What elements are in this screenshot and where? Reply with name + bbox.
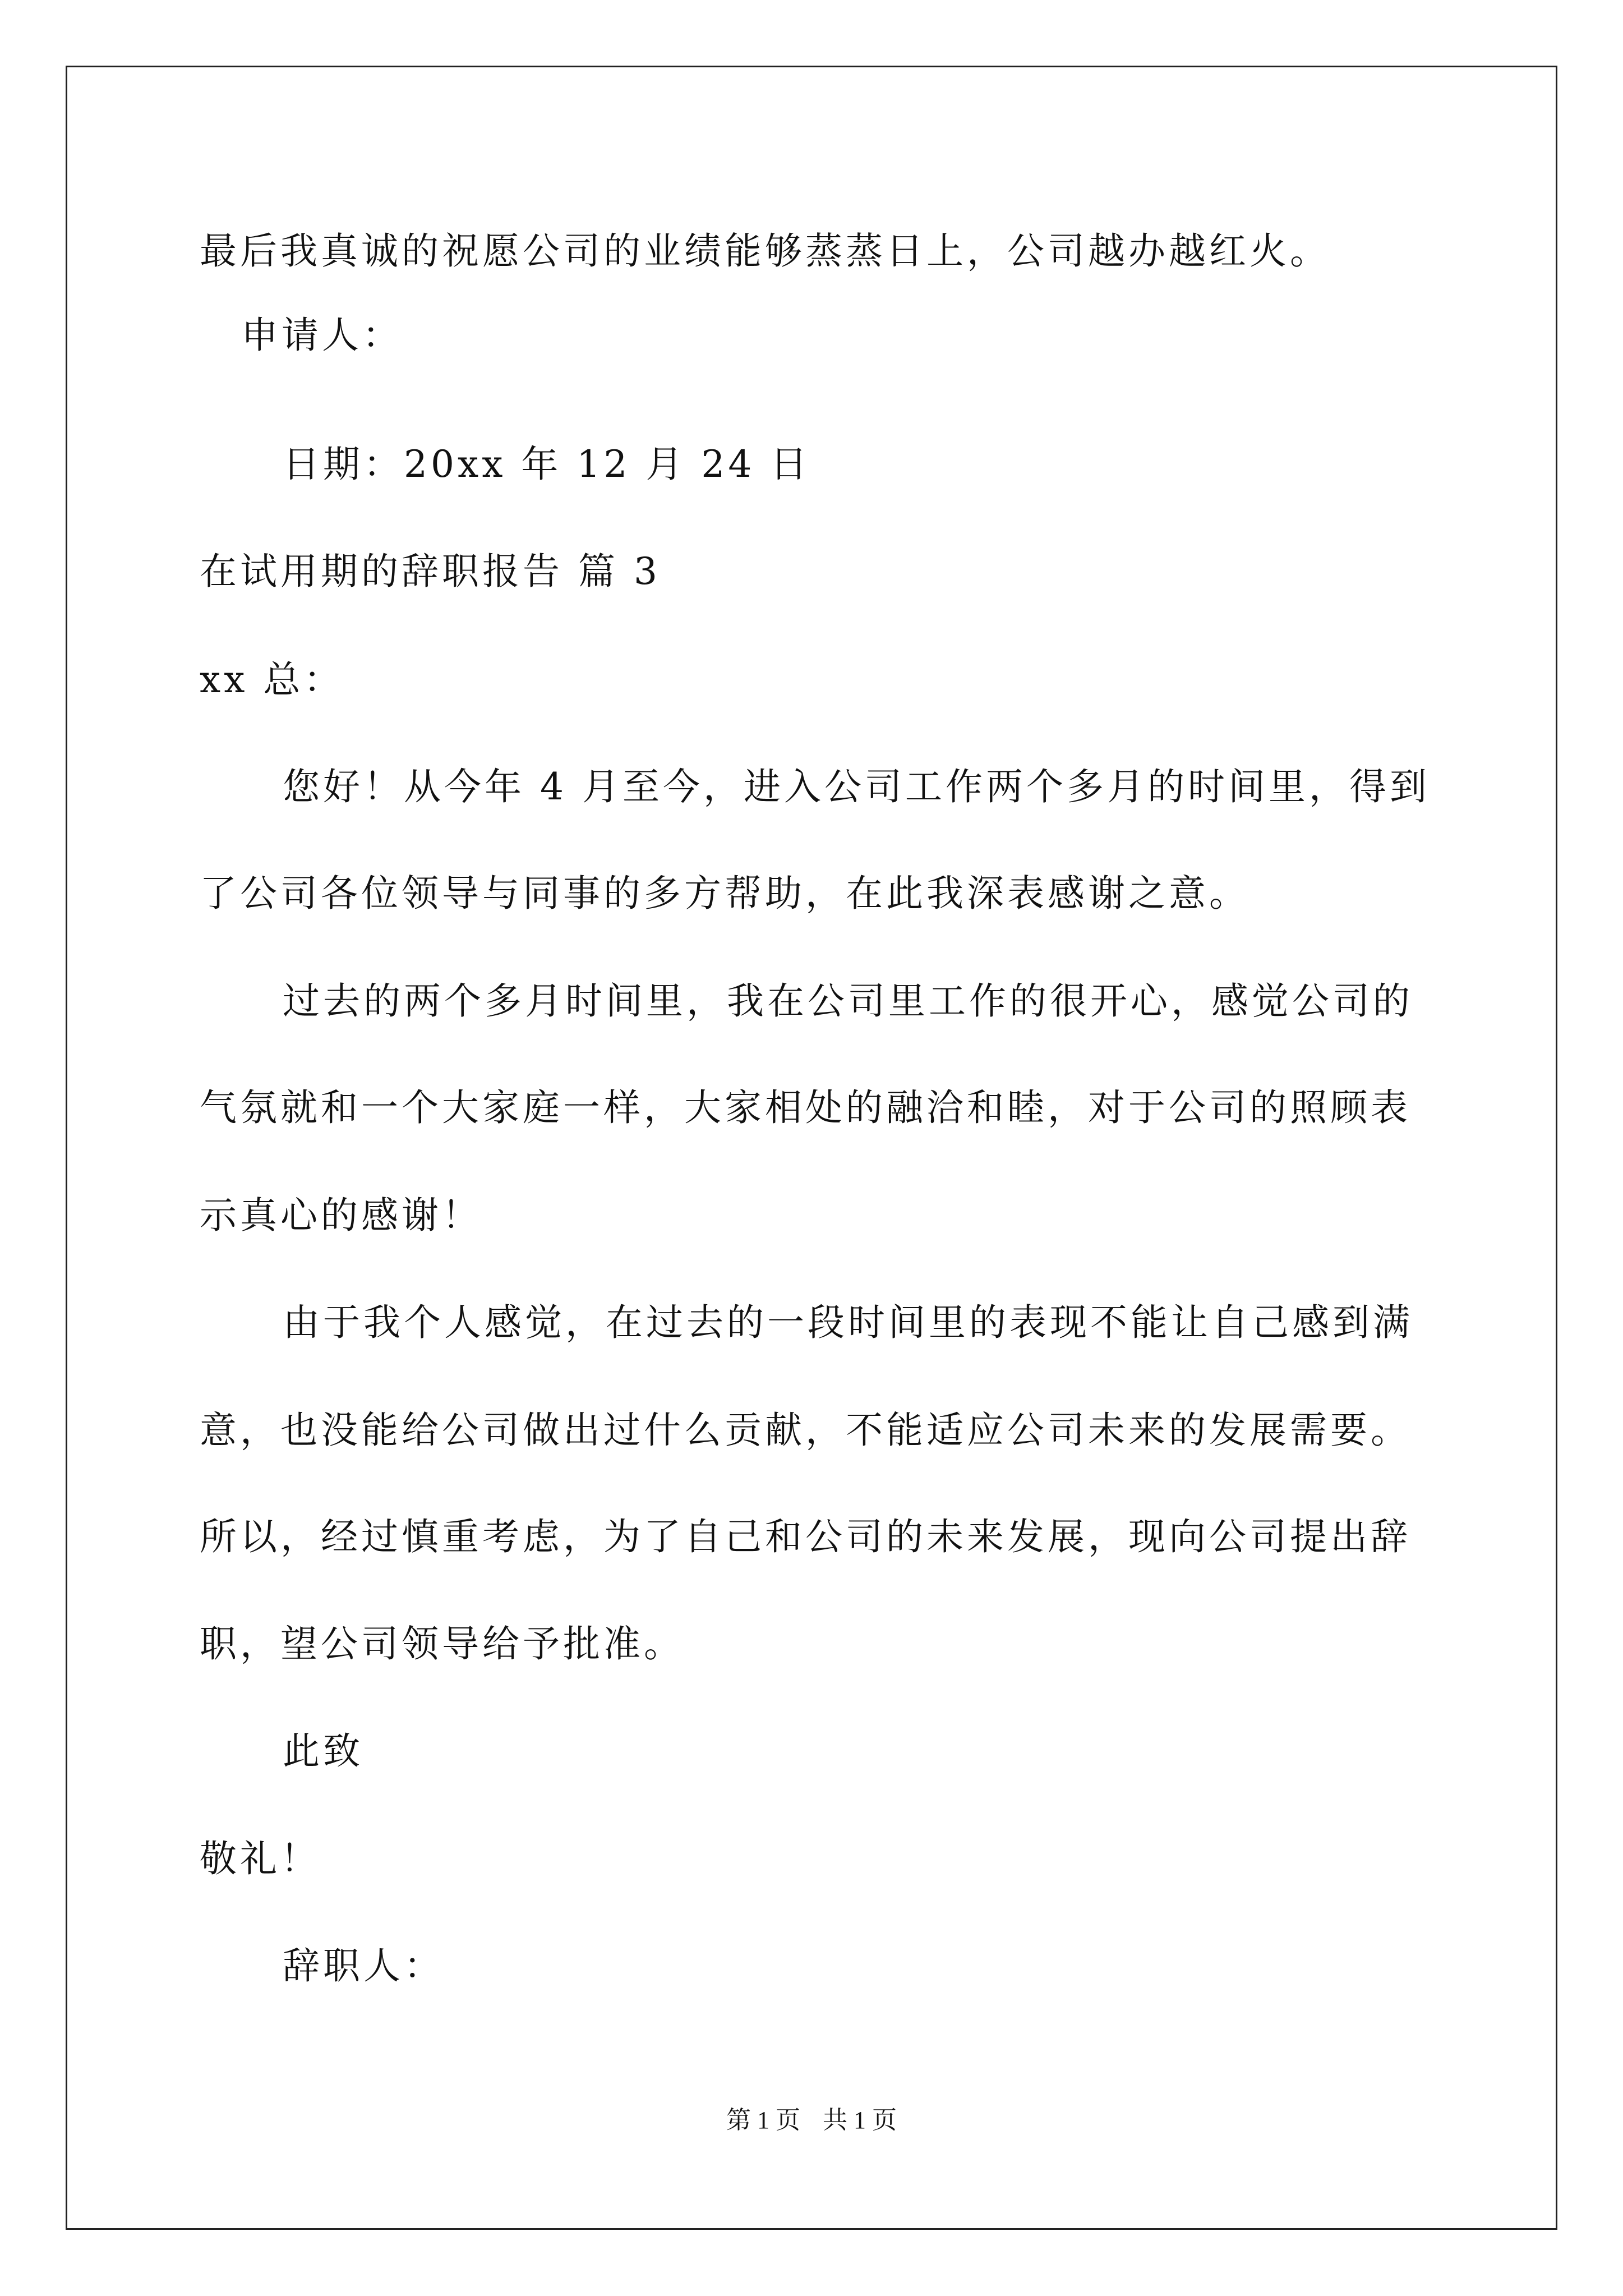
- page-current: 第 1 页: [726, 2106, 800, 2134]
- page-footer: [0, 2104, 1623, 2137]
- closing-wish-text: 最后我真诚的祝愿公司的业绩能够蒸蒸日上，公司越办越红火。: [200, 229, 1330, 273]
- salutation: xx 总：: [200, 658, 344, 701]
- body-paragraph-3-line-3: 所以，经过慎重考虑，为了自己和公司的未来发展，现向公司提出辞: [200, 1515, 1411, 1558]
- body-paragraph-2-line-2: 气氛就和一个大家庭一样，大家相处的融洽和睦，对于公司的照顾表: [200, 1086, 1411, 1129]
- body-paragraph-2-line-1: 过去的两个多月时间里，我在公司里工作的很开心，感觉公司的: [283, 979, 1413, 1023]
- body-paragraph-1-line-2: 了公司各位领导与同事的多方帮助，在此我深表感谢之意。: [200, 872, 1249, 915]
- resigner-label: 辞职人：: [283, 1944, 444, 1987]
- date-line: 日期：20xx 年 12 月 24 日: [283, 443, 811, 486]
- closing-phrase: 此致: [283, 1729, 363, 1773]
- page-border: [66, 66, 1557, 2230]
- page-total: 共 1 页: [823, 2106, 897, 2134]
- body-paragraph-3-line-4: 职，望公司领导给予批准。: [200, 1622, 684, 1665]
- body-paragraph-3-line-1: 由于我个人感觉，在过去的一段时间里的表现不能让自己感到满: [283, 1301, 1413, 1344]
- applicant-label: 申请人：: [241, 314, 403, 357]
- body-paragraph-1-line-1: 您好！从今年 4 月至今，进入公司工作两个多月的时间里，得到: [283, 765, 1430, 808]
- regards: 敬礼！: [200, 1837, 321, 1880]
- body-paragraph-2-line-3: 示真心的感谢！: [200, 1194, 482, 1237]
- section-title: 在试用期的辞职报告 篇 3: [200, 550, 661, 593]
- body-paragraph-3-line-2: 意，也没能给公司做出过什么贡献，不能适应公司未来的发展需要。: [200, 1409, 1411, 1452]
